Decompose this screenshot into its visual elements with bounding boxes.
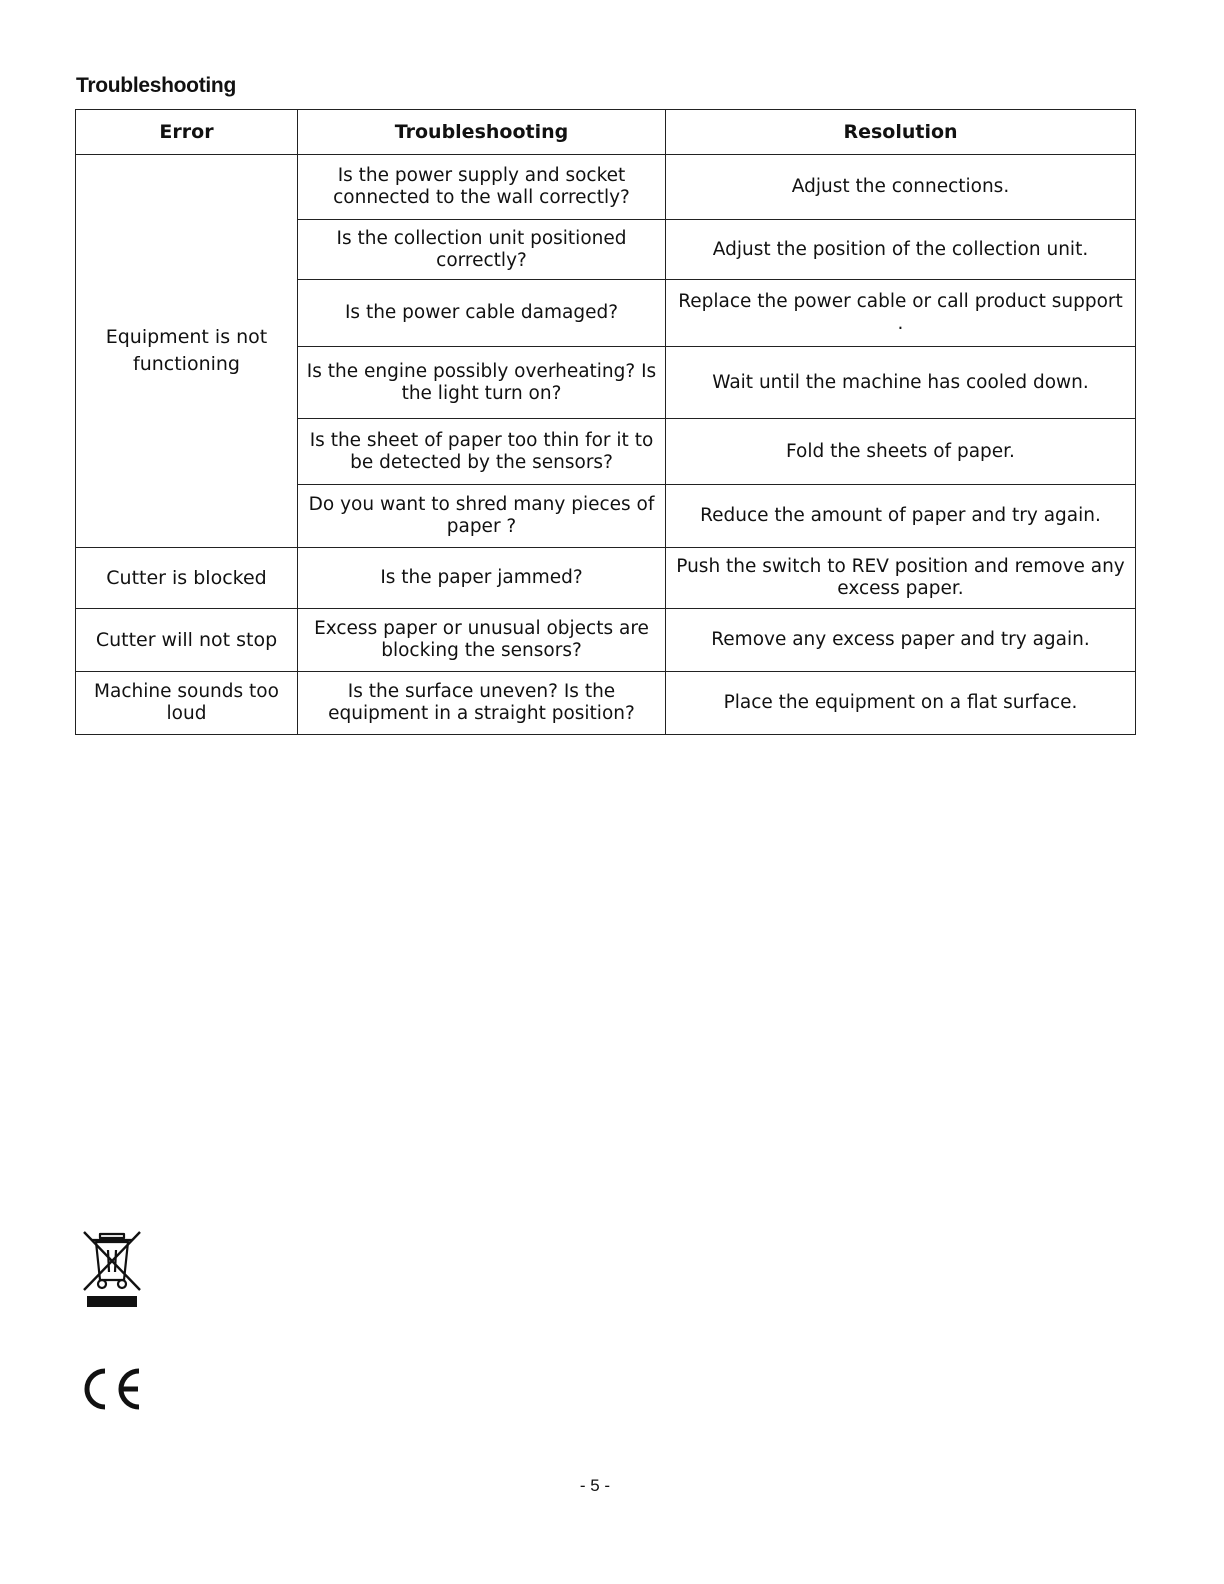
table-row <box>76 609 1136 672</box>
table-header-row <box>76 110 1136 155</box>
error-cell: Machine sounds too loud <box>76 672 298 735</box>
table-row <box>76 155 1136 220</box>
troubleshooting-cell: Is the surface uneven? Is the equipment in a straight position? <box>298 672 666 735</box>
resolution-cell: Adjust the position of the collection unit. <box>666 220 1136 280</box>
resolution-cell: Place the equipment on a flat surface. <box>666 672 1136 735</box>
troubleshooting-cell: Do you want to shred many pieces of paper ? <box>298 485 666 548</box>
resolution-cell: Replace the power cable or call product support . <box>666 280 1136 347</box>
error-cell: Equipment is not functioning <box>76 155 298 548</box>
resolution-cell: Fold the sheets of paper. <box>666 419 1136 485</box>
troubleshooting-cell: Excess paper or unusual objects are blocking the sensors? <box>298 609 666 672</box>
table-row <box>76 548 1136 609</box>
section-title: Troubleshooting <box>76 74 236 97</box>
troubleshooting-cell: Is the collection unit positioned correctly? <box>298 220 666 280</box>
header-error: Error <box>76 110 298 155</box>
resolution-cell: Push the switch to REV position and remove any excess paper. <box>666 548 1136 609</box>
troubleshooting-cell: Is the engine possibly overheating? Is the light turn on? <box>298 347 666 419</box>
resolution-cell: Wait until the machine has cooled down. <box>666 347 1136 419</box>
header-resolution: Resolution <box>666 110 1136 155</box>
table-row <box>76 672 1136 735</box>
resolution-cell: Remove any excess paper and try again. <box>666 609 1136 672</box>
troubleshooting-cell: Is the sheet of paper too thin for it to be detected by the sensors? <box>298 419 666 485</box>
resolution-cell: Reduce the amount of paper and try again. <box>666 485 1136 548</box>
troubleshooting-cell: Is the power supply and socket connected to the wall correctly? <box>298 155 666 220</box>
page-number: - 5 - <box>579 1476 611 1495</box>
error-cell: Cutter will not stop <box>76 609 298 672</box>
ce-mark-icon <box>78 1365 144 1413</box>
resolution-cell: Adjust the connections. <box>666 155 1136 220</box>
error-cell: Cutter is blocked <box>76 548 298 609</box>
weee-crossed-bin-icon <box>80 1230 144 1310</box>
troubleshooting-cell: Is the paper jammed? <box>298 548 666 609</box>
troubleshooting-cell: Is the power cable damaged? <box>298 280 666 347</box>
header-troubleshooting: Troubleshooting <box>298 110 666 155</box>
troubleshooting-table <box>75 109 1136 735</box>
